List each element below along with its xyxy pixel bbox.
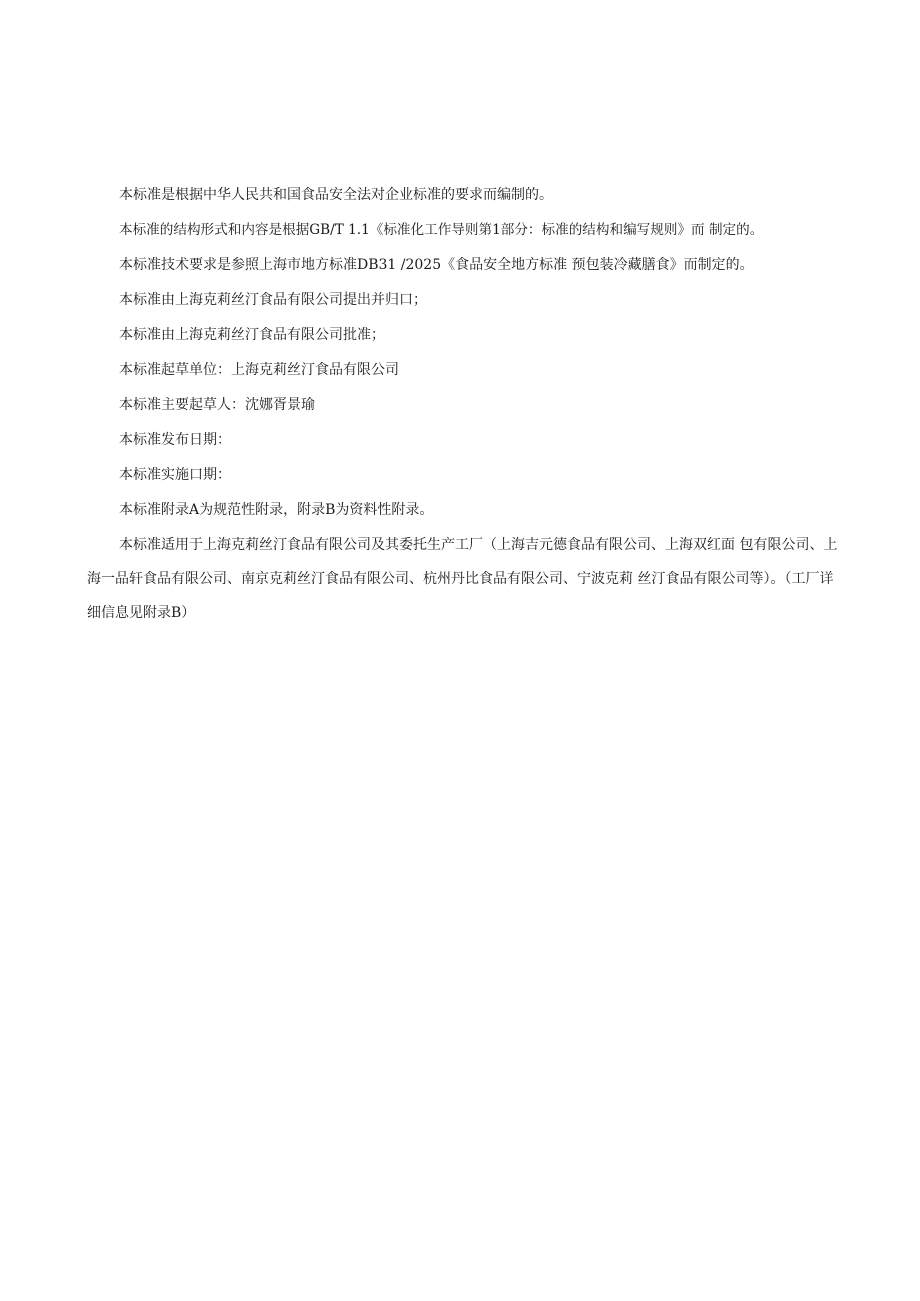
- paragraph-structure: 本标准的结构形式和内容是根据GB/T 1.1《标准化工作导则第1部分：标准的结构和编写规则》而 制定的。: [119, 222, 764, 238]
- paragraph-technical-requirements: 本标准技术要求是参照上海市地方标准DB31 /2025《食品安全地方标准 预包装冷藏膳食》而制定的。: [119, 257, 754, 273]
- paragraph-drafting-unit: 本标准起草单位：上海克莉丝汀食品有限公司: [119, 362, 399, 378]
- paragraph-implementation-date: 本标准实施口期：: [119, 467, 231, 483]
- paragraph-approved-by: 本标准由上海克莉丝汀食品有限公司批准；: [119, 327, 385, 343]
- paragraph-proposed-by: 本标准由上海克莉丝汀食品有限公司提出并归口；: [119, 292, 427, 308]
- paragraph-scope: 本标准适用于上海克莉丝汀食品有限公司及其委托生产工厂（上海吉元德食品有限公司、上海双红面 包有限公司、上海一品轩食品有限公司、南京克莉丝汀食品有限公司、杭州丹比食品有限公司、宁波克莉 丝汀食品有限公司等）。（工厂详细信息见附录B）: [87, 537, 838, 621]
- paragraph-drafters: 本标准主要起草人：沈娜胥景瑜: [119, 397, 315, 413]
- paragraph-release-date: 本标准发布日期：: [119, 432, 231, 448]
- paragraph-appendices: 本标准附录A为规范性附录，附录B为资料性附录。: [119, 502, 434, 518]
- document-body: [87, 178, 847, 630]
- paragraph-basis: 本标准是根据中华人民共和国食品安全法对企业标准的要求而编制的。: [119, 187, 553, 203]
